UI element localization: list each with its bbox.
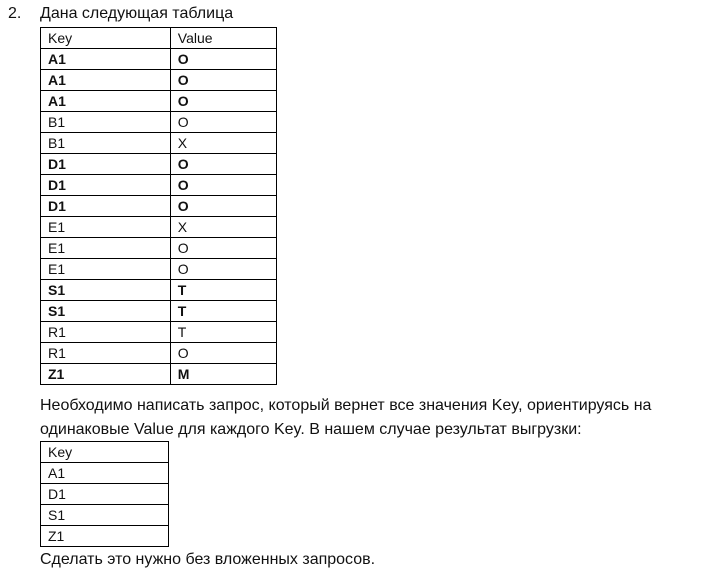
result-key-cell: Z1 — [41, 526, 169, 547]
value-cell: O — [170, 196, 276, 217]
key-cell: E1 — [41, 259, 171, 280]
header-key: Key — [41, 28, 171, 49]
table-row — [41, 463, 169, 484]
table-row — [41, 364, 277, 385]
table-row — [41, 259, 277, 280]
result-key-cell: A1 — [41, 463, 169, 484]
value-cell: O — [170, 154, 276, 175]
key-cell: D1 — [41, 175, 171, 196]
table-row — [41, 343, 277, 364]
table-row — [41, 526, 169, 547]
value-cell: T — [170, 322, 276, 343]
value-cell: O — [170, 175, 276, 196]
table-row — [41, 217, 277, 238]
key-cell: B1 — [41, 133, 171, 154]
source-table — [40, 27, 277, 385]
value-cell: O — [170, 238, 276, 259]
key-cell: A1 — [41, 91, 171, 112]
description-line-1: Необходимо написать запрос, который вернет все значения Key, ориентируясь на — [40, 397, 652, 414]
key-cell: B1 — [41, 112, 171, 133]
table-row — [41, 133, 277, 154]
table-row — [41, 484, 169, 505]
key-cell: R1 — [41, 343, 171, 364]
value-cell: O — [170, 112, 276, 133]
table-row — [41, 505, 169, 526]
value-cell: X — [170, 217, 276, 238]
table-row — [41, 154, 277, 175]
table-row — [41, 112, 277, 133]
table-row — [41, 322, 277, 343]
value-cell: O — [170, 343, 276, 364]
value-cell: T — [170, 301, 276, 322]
value-cell: O — [170, 91, 276, 112]
value-cell: O — [170, 70, 276, 91]
key-cell: E1 — [41, 238, 171, 259]
key-cell: A1 — [41, 70, 171, 91]
key-cell: S1 — [41, 280, 171, 301]
question-title: Дана следующая таблица — [40, 5, 234, 22]
result-key-cell: S1 — [41, 505, 169, 526]
header-value: Value — [170, 28, 276, 49]
table-row — [41, 91, 277, 112]
value-cell: M — [170, 364, 276, 385]
key-cell: D1 — [41, 154, 171, 175]
key-cell: S1 — [41, 301, 171, 322]
table-row — [41, 280, 277, 301]
footer-note: Сделать это нужно без вложенных запросов. — [40, 551, 376, 568]
table-header-row — [41, 442, 169, 463]
table-row — [41, 238, 277, 259]
key-cell: A1 — [41, 49, 171, 70]
table-row — [41, 196, 277, 217]
description-line-2: одинаковые Value для каждого Key. В нашем случае результат выгрузки: — [40, 421, 582, 438]
table-row — [41, 49, 277, 70]
key-cell: E1 — [41, 217, 171, 238]
table-row — [41, 301, 277, 322]
table-header-row — [41, 28, 277, 49]
source-table-body — [41, 28, 277, 385]
key-cell: Z1 — [41, 364, 171, 385]
table-row — [41, 175, 277, 196]
value-cell: T — [170, 280, 276, 301]
question-number: 2. — [8, 5, 22, 22]
result-header-key: Key — [41, 442, 169, 463]
value-cell: O — [170, 49, 276, 70]
result-table — [40, 441, 169, 547]
result-key-cell: D1 — [41, 484, 169, 505]
key-cell: R1 — [41, 322, 171, 343]
table-row — [41, 70, 277, 91]
result-table-body — [41, 442, 169, 547]
value-cell: O — [170, 259, 276, 280]
key-cell: D1 — [41, 196, 171, 217]
value-cell: X — [170, 133, 276, 154]
